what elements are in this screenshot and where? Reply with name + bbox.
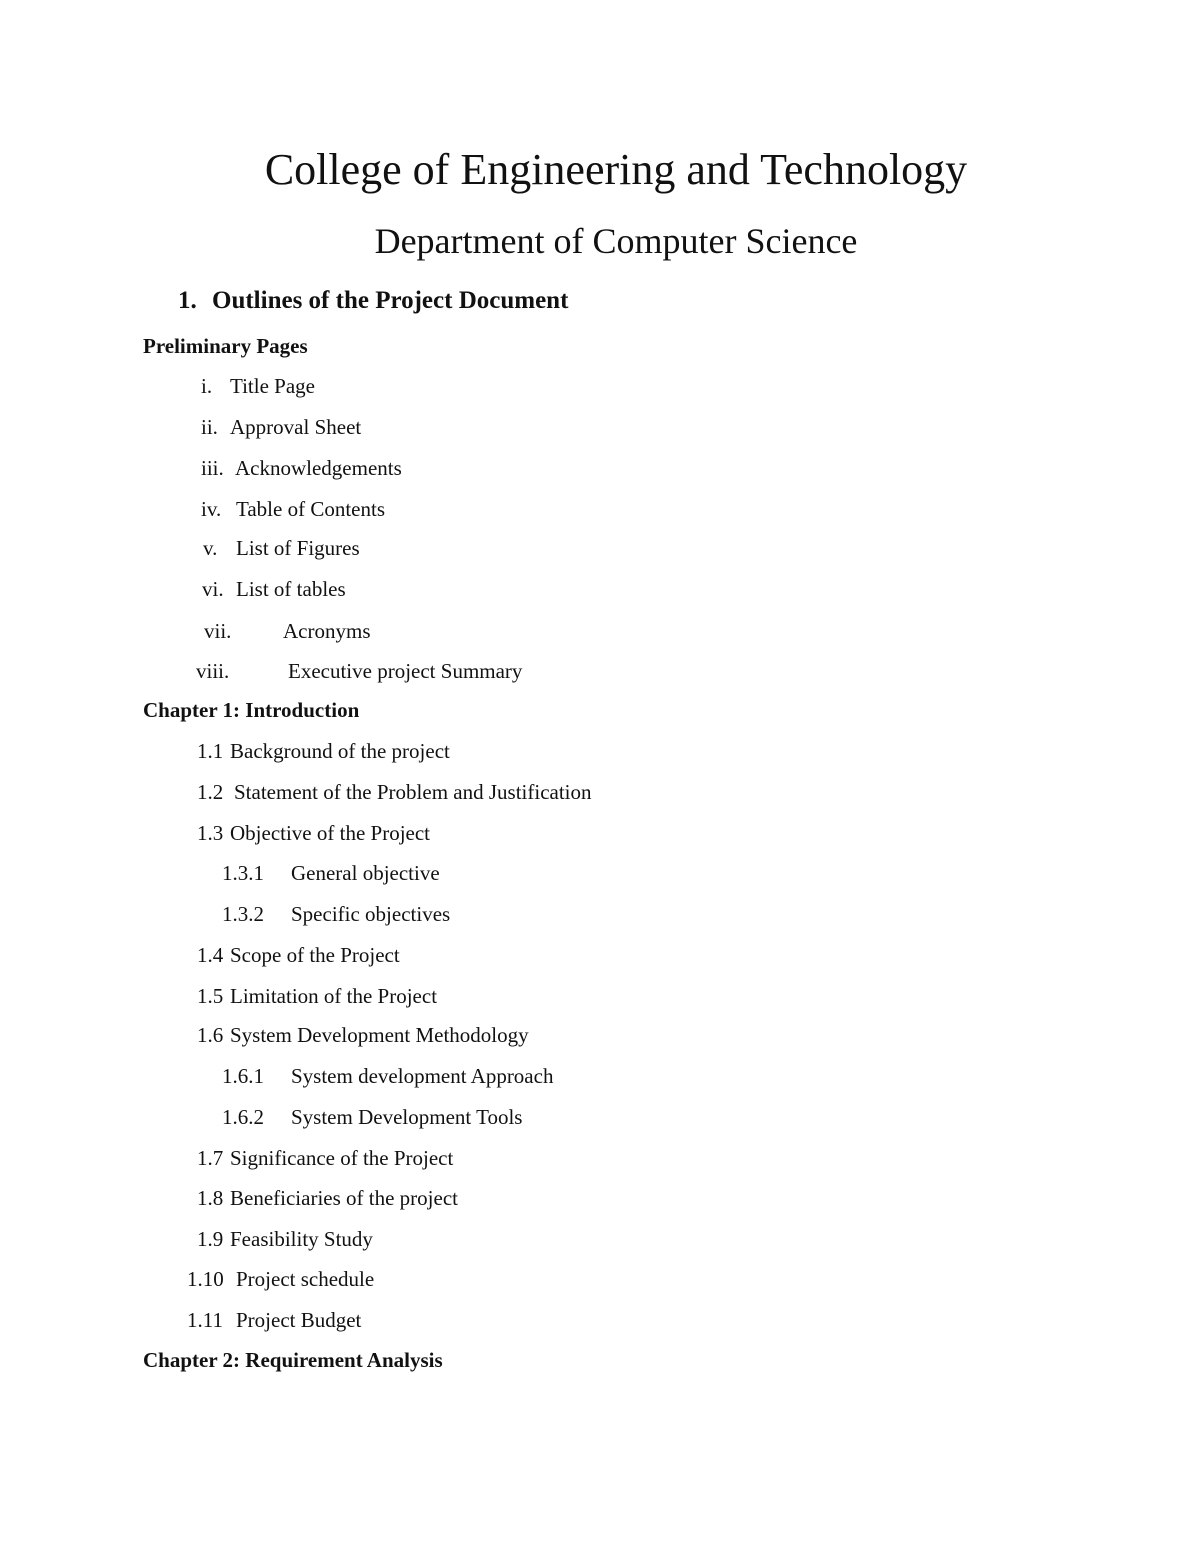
item-text: Limitation of the Project	[230, 984, 438, 1008]
item-number: 1.6.1	[222, 1064, 264, 1088]
list-item	[197, 820, 430, 846]
item-number: i.	[201, 374, 213, 398]
item-number: 1.3.1	[222, 861, 264, 885]
item-text: List of Figures	[236, 536, 360, 560]
document-title: College of Engineering and Technology	[264, 145, 968, 194]
item-text: Scope of the Project	[230, 943, 400, 967]
list-item	[204, 618, 371, 644]
item-number: ii.	[201, 415, 218, 439]
item-number: 1.2	[197, 780, 224, 804]
list-item	[222, 860, 440, 886]
item-text: Project Budget	[236, 1308, 362, 1332]
list-item	[197, 1185, 458, 1211]
item-text: Executive project Summary	[288, 659, 523, 683]
item-number: 1.5	[197, 984, 224, 1008]
item-text: Feasibility Study	[230, 1227, 373, 1251]
list-item	[197, 942, 400, 968]
section-heading	[178, 285, 568, 317]
list-item	[187, 1307, 361, 1333]
list-item	[197, 1226, 373, 1252]
item-text: Significance of the Project	[230, 1146, 454, 1170]
item-number: 1.3.2	[222, 902, 264, 926]
item-text: Table of Contents	[236, 497, 385, 521]
item-number: viii.	[196, 659, 230, 683]
item-text: Objective of the Project	[230, 821, 431, 845]
list-item	[201, 414, 361, 440]
item-text: Background of the project	[230, 739, 450, 763]
item-text: Project schedule	[236, 1267, 375, 1291]
item-text: Acknowledgements	[235, 456, 402, 480]
list-item	[187, 1266, 374, 1292]
item-number: 1.11	[187, 1308, 223, 1332]
item-number: iii.	[201, 456, 224, 480]
list-item	[201, 455, 402, 481]
item-number: 1.3	[197, 821, 224, 845]
item-text: System Development Methodology	[230, 1023, 529, 1047]
item-number: v.	[203, 536, 218, 560]
item-number: vii.	[204, 619, 232, 643]
item-text: Beneficiaries of the project	[230, 1186, 458, 1210]
item-number: 1.6.2	[222, 1105, 264, 1129]
list-item	[197, 779, 592, 805]
list-item	[202, 576, 346, 602]
list-item	[201, 373, 315, 399]
list-item	[197, 1022, 529, 1048]
list-item	[201, 496, 385, 522]
chapter-2-heading: Chapter 2: Requirement Analysis	[143, 1348, 443, 1372]
item-number: 1.7	[197, 1146, 224, 1170]
item-number: 1.4	[197, 943, 224, 967]
item-number: 1.1	[197, 739, 224, 763]
item-text: System development Approach	[291, 1064, 554, 1088]
list-item	[222, 1063, 553, 1089]
list-item	[222, 1104, 522, 1130]
item-number: 1.9	[197, 1227, 224, 1251]
heading-text: Outlines of the Project Document	[212, 287, 569, 314]
item-number: 1.6	[197, 1023, 224, 1047]
chapter-1-heading: Chapter 1: Introduction	[143, 698, 360, 722]
item-number: 1.10	[187, 1267, 224, 1291]
list-item	[197, 738, 450, 764]
item-text: Statement of the Problem and Justification	[234, 780, 592, 804]
item-text: System Development Tools	[291, 1105, 523, 1129]
heading-number: 1.	[178, 287, 197, 314]
item-text: List of tables	[236, 577, 346, 601]
item-text: General objective	[291, 861, 440, 885]
list-item	[196, 658, 522, 684]
item-text: Specific objectives	[291, 902, 451, 926]
list-item	[197, 983, 437, 1009]
list-item	[203, 535, 360, 561]
preliminary-pages-label: Preliminary Pages	[143, 334, 308, 358]
item-number: vi.	[202, 577, 224, 601]
item-number: 1.8	[197, 1186, 224, 1210]
item-text: Title Page	[230, 374, 315, 398]
list-item	[222, 901, 450, 927]
item-text: Acronyms	[283, 619, 371, 643]
item-text: Approval Sheet	[230, 415, 362, 439]
document-subtitle: Department of Computer Science	[374, 221, 858, 261]
list-item	[197, 1145, 453, 1171]
item-number: iv.	[201, 497, 222, 521]
